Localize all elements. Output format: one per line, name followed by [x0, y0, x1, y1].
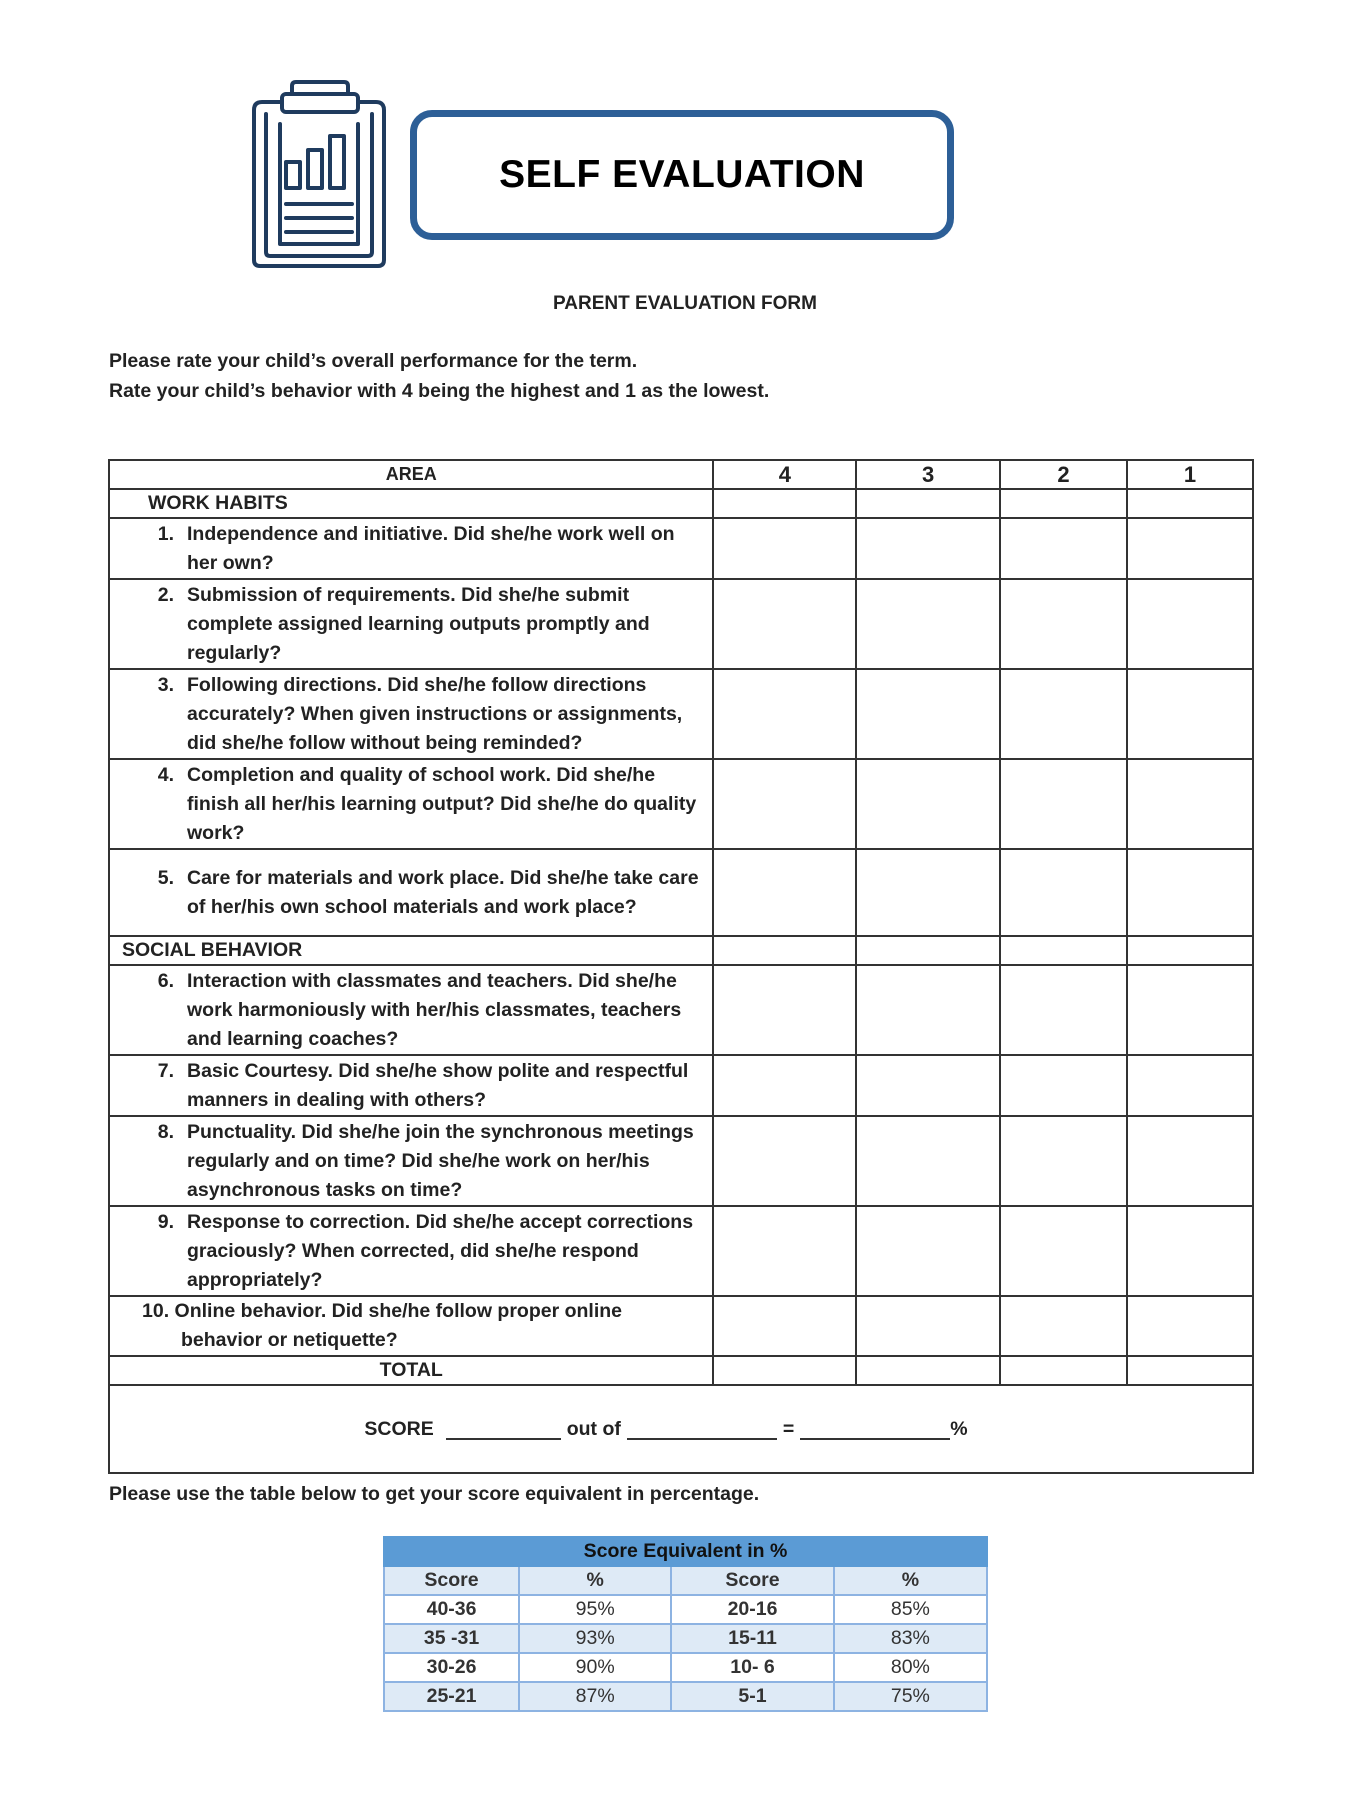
score-range: 35 -31: [384, 1624, 519, 1653]
percent-blank[interactable]: [800, 1418, 950, 1440]
rating-cell[interactable]: [713, 489, 856, 518]
percent-sign: %: [950, 1417, 968, 1440]
item-number: 9.: [157, 1211, 174, 1233]
score-row: [109, 1385, 1253, 1473]
out-of-blank[interactable]: [627, 1418, 777, 1440]
rating-cell[interactable]: [1127, 579, 1253, 669]
table-row: [109, 759, 1253, 849]
equivalent-row: [384, 1595, 987, 1624]
item-cell: [109, 965, 713, 1055]
rating-cell[interactable]: [713, 669, 856, 759]
score-cell: [109, 1385, 1253, 1473]
total-row: [109, 1356, 1253, 1385]
rating-cell[interactable]: [856, 1055, 1000, 1116]
rating-cell[interactable]: [713, 1296, 856, 1356]
rating-cell[interactable]: [1000, 965, 1127, 1055]
rating-cell[interactable]: [856, 936, 1000, 965]
item-number: 1.: [157, 523, 174, 545]
item-number: 4.: [157, 764, 174, 786]
percent-value: 90%: [519, 1653, 671, 1682]
rating-cell[interactable]: [1000, 579, 1127, 669]
equivalent-header: Score: [671, 1566, 833, 1595]
rating-cell[interactable]: [713, 759, 856, 849]
section-row: [109, 489, 1253, 518]
page-title: SELF EVALUATION: [499, 153, 865, 196]
table-row: [109, 1055, 1253, 1116]
item-number: 8.: [157, 1121, 174, 1143]
rating-cell[interactable]: [856, 759, 1000, 849]
rating-cell[interactable]: [856, 1296, 1000, 1356]
rating-cell[interactable]: [1127, 489, 1253, 518]
item-cell: [109, 669, 713, 759]
percent-value: 80%: [834, 1653, 987, 1682]
equivalent-header: %: [519, 1566, 671, 1595]
rating-cell[interactable]: [1127, 849, 1253, 936]
score-label: SCORE: [364, 1417, 434, 1440]
table-row: [109, 518, 1253, 579]
section-row: [109, 936, 1253, 965]
item-text: Basic Courtesy. Did she/he show polite and respectful manners in dealing with others?: [187, 1060, 689, 1111]
score-range: 25-21: [384, 1682, 519, 1711]
rating-cell[interactable]: [1000, 1116, 1127, 1206]
equivalent-caption-row: [384, 1537, 987, 1566]
rating-cell[interactable]: [1127, 1055, 1253, 1116]
equivalent-row: [384, 1653, 987, 1682]
score-range: 40-36: [384, 1595, 519, 1624]
rating-cell[interactable]: [1000, 759, 1127, 849]
clipboard-chart-icon: [252, 80, 388, 270]
percent-value: 95%: [519, 1595, 671, 1624]
total-label: TOTAL: [109, 1356, 713, 1385]
item-cell: [109, 759, 713, 849]
instruction-line-1: Please rate your child’s overall performance for the term.: [109, 350, 638, 372]
percent-value: 83%: [834, 1624, 987, 1653]
rating-header-4: 4: [713, 460, 856, 489]
score-range: 15-11: [671, 1624, 833, 1653]
section-title-social-behavior: SOCIAL BEHAVIOR: [109, 936, 713, 965]
item-cell: [109, 579, 713, 669]
equivalent-header: %: [834, 1566, 987, 1595]
score-equivalent-table: [383, 1536, 988, 1712]
section-title-work-habits: WORK HABITS: [109, 489, 713, 518]
item-cell: [109, 1116, 713, 1206]
total-cell[interactable]: [1127, 1356, 1253, 1385]
rating-cell[interactable]: [1000, 669, 1127, 759]
rating-cell[interactable]: [856, 1206, 1000, 1296]
equivalent-row: [384, 1682, 987, 1711]
rating-cell[interactable]: [1127, 1206, 1253, 1296]
equivalent-row: [384, 1624, 987, 1653]
equivalent-caption: Score Equivalent in %: [384, 1537, 987, 1566]
out-of-label: out of: [566, 1417, 621, 1440]
total-cell[interactable]: [713, 1356, 856, 1385]
rating-cell[interactable]: [713, 1055, 856, 1116]
rating-cell[interactable]: [856, 669, 1000, 759]
item-number: 3.: [157, 674, 174, 696]
rating-cell[interactable]: [1127, 669, 1253, 759]
table-row: [109, 1206, 1253, 1296]
item-cell: [109, 849, 713, 936]
title-box: [410, 110, 954, 240]
instruction-line-2: Rate your child’s behavior with 4 being the highest and 1 as the lowest.: [109, 380, 770, 402]
rating-cell[interactable]: [1000, 1055, 1127, 1116]
rating-header-1: 1: [1127, 460, 1253, 489]
rating-cell[interactable]: [713, 965, 856, 1055]
rating-cell[interactable]: [1000, 1206, 1127, 1296]
item-text-continued: behavior or netiquette?: [181, 1329, 398, 1351]
table-header-row: [109, 460, 1253, 489]
rating-cell[interactable]: [1127, 759, 1253, 849]
item-text: Punctuality. Did she/he join the synchronous meetings regularly and on time? Did she/he work on her/his asynchronous tasks on time?: [187, 1121, 694, 1201]
percent-value: 75%: [834, 1682, 987, 1711]
rating-cell[interactable]: [713, 579, 856, 669]
table-row: [109, 579, 1253, 669]
rating-cell[interactable]: [713, 1206, 856, 1296]
rating-cell[interactable]: [1127, 1116, 1253, 1206]
rating-cell[interactable]: [1127, 518, 1253, 579]
rating-cell[interactable]: [1127, 1296, 1253, 1356]
table-row: [109, 965, 1253, 1055]
rating-cell[interactable]: [856, 579, 1000, 669]
rating-cell[interactable]: [1000, 936, 1127, 965]
percent-value: 87%: [519, 1682, 671, 1711]
form-subtitle: PARENT EVALUATION FORM: [553, 293, 817, 314]
rating-cell[interactable]: [713, 1116, 856, 1206]
item-number: 7.: [157, 1060, 174, 1082]
item-text: Online behavior. Did she/he follow proper online: [174, 1300, 623, 1322]
equivalent-header: Score: [384, 1566, 519, 1595]
item-text: Response to correction. Did she/he accept corrections graciously? When corrected, did she/he respond appropriately?: [187, 1211, 694, 1291]
item-cell: [109, 1055, 713, 1116]
table-row: [109, 669, 1253, 759]
evaluation-table: [108, 459, 1254, 1474]
table-row: [109, 1296, 1253, 1356]
rating-cell[interactable]: [713, 936, 856, 965]
rating-header-2: 2: [1000, 460, 1127, 489]
percent-value: 93%: [519, 1624, 671, 1653]
score-line: [110, 1418, 1252, 1441]
total-cell[interactable]: [1000, 1356, 1127, 1385]
score-blank[interactable]: [446, 1418, 561, 1440]
rating-cell[interactable]: [1000, 1296, 1127, 1356]
rating-cell[interactable]: [856, 489, 1000, 518]
rating-cell[interactable]: [856, 965, 1000, 1055]
equivalent-note: Please use the table below to get your score equivalent in percentage.: [109, 1483, 760, 1505]
item-number: 6.: [157, 970, 174, 992]
rating-cell[interactable]: [1127, 965, 1253, 1055]
item-number: 5.: [157, 867, 174, 889]
item-text: Interaction with classmates and teachers. Did she/he work harmoniously with her/his classmates, teachers and learning coaches?: [187, 970, 682, 1050]
rating-cell[interactable]: [856, 518, 1000, 579]
item-number: 2.: [157, 584, 174, 606]
score-range: 5-1: [671, 1682, 833, 1711]
rating-cell[interactable]: [1127, 936, 1253, 965]
item-cell: [109, 1206, 713, 1296]
rating-cell[interactable]: [1000, 489, 1127, 518]
rating-cell[interactable]: [713, 518, 856, 579]
item-text: Following directions. Did she/he follow directions accurately? When given instructions or assignments, did she/he follow without being reminded?: [187, 674, 683, 754]
item-text: Submission of requirements. Did she/he submit complete assigned learning outputs promptly and regularly?: [187, 584, 650, 664]
item-cell: [109, 1296, 713, 1356]
item-text: Care for materials and work place. Did she/he take care of her/his own school materials and work place?: [187, 867, 699, 918]
item-number: 10.: [142, 1300, 170, 1322]
rating-cell[interactable]: [1000, 849, 1127, 936]
table-row: [109, 1116, 1253, 1206]
item-text: Independence and initiative. Did she/he work well on her own?: [187, 523, 675, 574]
rating-cell[interactable]: [856, 1116, 1000, 1206]
item-text: Completion and quality of school work. Did she/he finish all her/his learning output? Did she/he do quality work?: [187, 764, 697, 844]
total-cell[interactable]: [856, 1356, 1000, 1385]
rating-cell[interactable]: [1000, 518, 1127, 579]
rating-cell[interactable]: [856, 849, 1000, 936]
item-cell: [109, 518, 713, 579]
percent-value: 85%: [834, 1595, 987, 1624]
rating-cell[interactable]: [713, 849, 856, 936]
score-range: 10- 6: [671, 1653, 833, 1682]
score-range: 30-26: [384, 1653, 519, 1682]
score-range: 20-16: [671, 1595, 833, 1624]
equivalent-header-row: [384, 1566, 987, 1595]
table-row: [109, 849, 1253, 936]
equals-sign: =: [782, 1417, 795, 1440]
rating-header-3: 3: [856, 460, 1000, 489]
area-header: AREA: [109, 460, 713, 489]
